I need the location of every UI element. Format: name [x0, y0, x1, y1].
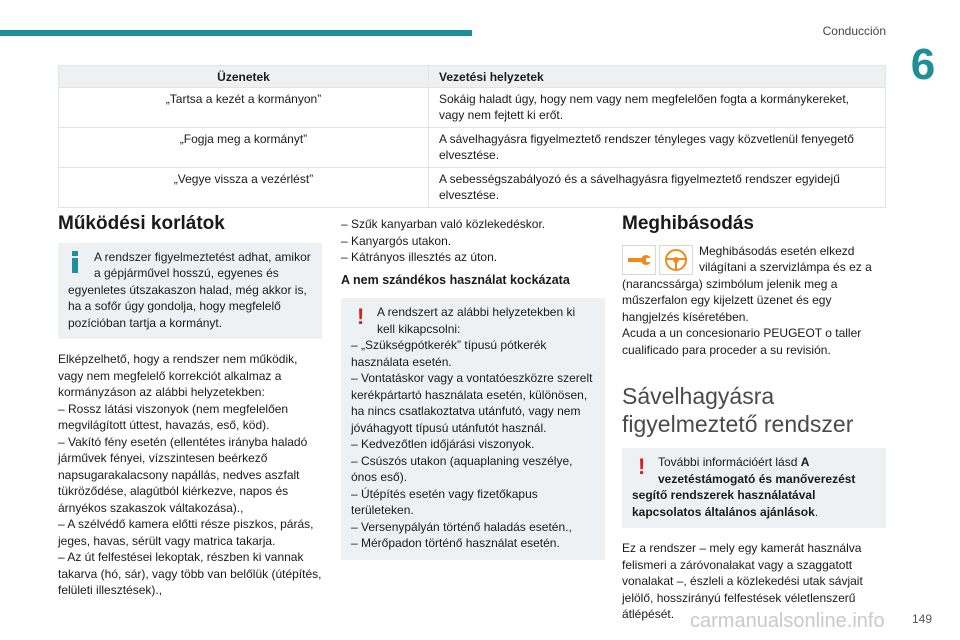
table-cell-situation: A sávelhagyásra figyelmeztető rendszer tényleges vagy közvetlenül fenyegető elvesztése. [429, 128, 886, 168]
table-header-situations: Vezetési helyzetek [429, 66, 886, 88]
list-item: – Útépítés esetén vagy fizetőkapus területeken. [351, 486, 538, 517]
list-item: – Az út felfestései lekoptak, részben ki vannak takarva (hó, sár), vagy több van belőlük (útépítés, felületi illesztések)., [58, 550, 322, 597]
page-number: 149 [911, 612, 932, 626]
warning-intro: A rendszert az alábbi helyzetekben ki kell kikapcsolni: [377, 305, 576, 336]
table-cell-message: „Tartsa a kezét a kormányon” [59, 88, 429, 128]
limitations-list-continued [341, 216, 605, 266]
section-title: Conducción [822, 24, 886, 38]
dealer-text: Acuda a un concesionario PEUGEOT o taller cualificado para proceder a su revisión. [622, 326, 862, 357]
table-cell-situation: Sokáig haladt úgy, hogy nem vagy nem megfelelően fogta a kormánykereket, vagy nem fejtett ki erőt. [429, 88, 886, 128]
list-item: – Rossz látási viszonyok (nem megfelelően megvilágított úttest, havazás, eső, köd). [58, 401, 289, 432]
table-row [59, 128, 886, 168]
fault-icons [622, 245, 693, 275]
watermark: carmanualsonline.info [690, 610, 885, 632]
messages-table [58, 65, 886, 208]
header-accent-bar [0, 30, 472, 36]
table-row [59, 168, 886, 208]
list-item: – Kanyargós utakon. [341, 233, 452, 248]
lane-warning-heading: Sávelhagyásra figyelmeztető rendszer [622, 383, 854, 437]
steering-wheel-warning-icon [659, 245, 693, 275]
limitations-heading: Működési korlátok [58, 213, 225, 234]
reference-note-prefix: További információért lásd [658, 455, 801, 469]
list-item: – Kátrányos illesztés az úton. [341, 250, 498, 264]
list-item: – Mérőpadon történő használat esetén. [351, 536, 560, 550]
malfunction-heading: Meghibásodás [622, 213, 754, 234]
reference-note-link: A vezetéstámogató és manőverezést segítő rendszerek használatával kapcsolatos általános ajánlások [632, 455, 856, 519]
reference-note-suffix: . [814, 504, 819, 519]
list-item: – „Szükségpótkerék” típusú pótkerék használata esetén. [351, 338, 547, 369]
list-item: – Csúszós utakon (aquaplaning veszélye, ónos eső). [351, 453, 573, 484]
table-cell-situation: A sebességszabályozó és a sávelhagyásra figyelmeztető rendszer egyidejű elvesztése. [429, 168, 886, 208]
info-note-text: A rendszer figyelmeztetést adhat, amikor a gépjárművel hosszú, egyenes és egyenletes útszakaszon halad, még akkor is, ha a sofőr úgy gondolja, hogy megfelelő pozícióban tartja a kormányt. [68, 249, 311, 330]
table-cell-message: „Vegye vissza a vezérlést” [59, 168, 429, 208]
fault-description: Meghibásodás esetén elkezd világítani a szervizlámpa és ez a (narancssárga) szimbólum jelenik meg a műszerfalon egy kijelzett üzenet és egy hangjelzés kíséretében. [622, 243, 872, 324]
table-header-messages: Üzenetek [59, 66, 429, 88]
list-item: – Versenypályán történő haladás esetén., [351, 519, 572, 534]
warning-list [351, 337, 595, 552]
column-risks [341, 216, 605, 572]
list-item: – Vontatáskor vagy a vontatóeszközre szerelt kerékpártartó használata esetén, különösen, ha nincs csatlakoztatva utánfutó, vagy nem jóváhagyott típusú utánfutót használ. [351, 371, 593, 435]
lane-warning-body: Ez a rendszer – mely egy kamerát használva felismeri a záróvonalakat vagy a szaggatott vonalakat –, észleli a közlekedési utak sávjait jelölő, hosszirányú felfestések véletlenszerű átlépését. [622, 541, 863, 621]
warning-note [341, 298, 605, 560]
table-row [59, 88, 886, 128]
warning-icon: ! [638, 454, 646, 479]
limitations-intro: Elképzelhető, hogy a rendszer nem működik, vagy nem megfelelő korrekciót alkalmaz a kormányzáson az alábbi helyzetekben: [58, 352, 298, 399]
table-cell-message: „Fogja meg a kormányt” [59, 128, 429, 168]
malfunction-block [622, 243, 886, 326]
column-malfunction [622, 213, 886, 633]
info-icon [68, 249, 90, 273]
column-limitations [58, 213, 322, 599]
list-item: – A szélvédő kamera előtti része piszkos, párás, jeges, havas, sérült vagy matrica takarja. [58, 517, 314, 548]
wrench-icon [622, 245, 656, 275]
limitations-list [58, 351, 322, 599]
info-note [58, 243, 322, 340]
list-item: – Szűk kanyarban való közlekedéskor. [341, 217, 546, 231]
warning-icon: ! [357, 304, 365, 329]
reference-note [622, 448, 886, 528]
risk-subheading: A nem szándékos használat kockázata [341, 272, 570, 287]
list-item: – Kedvezőtlen időjárási viszonyok. [351, 437, 535, 451]
list-item: – Vakító fény esetén (ellentétes irányba haladó járművek fényei, vízszintesen beérkező napsugarakalacsony napállás, nedves aszfalt tükröződése, alagútból kiérkezve, napos és árnyékos szakaszok váltakozása)., [58, 434, 308, 515]
chapter-number: 6 [910, 40, 936, 89]
table-header-row [59, 66, 886, 88]
